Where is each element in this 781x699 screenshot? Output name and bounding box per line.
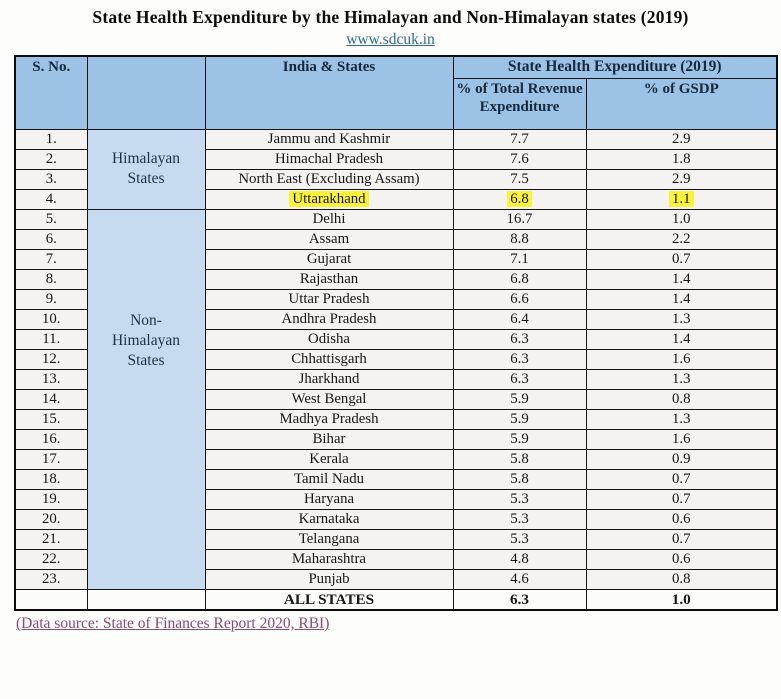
- gsdp-cell: 2.9: [586, 169, 777, 189]
- row-sno: 12.: [15, 349, 87, 369]
- gsdp-cell: 1.4: [586, 289, 777, 309]
- row-sno: 5.: [15, 209, 87, 229]
- state-cell: [205, 189, 453, 209]
- highlighted-revenue: 6.8: [507, 191, 532, 207]
- header-revenue: % of Total Revenue Expenditure: [453, 78, 586, 129]
- state-cell: Delhi: [205, 209, 453, 229]
- gsdp-cell: 1.0: [586, 209, 777, 229]
- revenue-cell: 5.8: [453, 469, 586, 489]
- state-cell: ALL STATES: [205, 589, 453, 610]
- table-row: [15, 209, 777, 229]
- data-source-line: [16, 615, 781, 633]
- gsdp-cell: [586, 189, 777, 209]
- row-sno: 20.: [15, 509, 87, 529]
- revenue-cell: 4.6: [453, 569, 586, 589]
- all-states-row: [15, 589, 777, 610]
- gsdp-cell: 2.2: [586, 229, 777, 249]
- data-source-link[interactable]: (Data source: State of Finances Report 2020, RBI): [16, 614, 330, 632]
- header-states: India & States: [205, 56, 453, 129]
- table-header: [15, 56, 777, 129]
- gsdp-cell: 1.0: [586, 589, 777, 610]
- state-cell: Chhattisgarh: [205, 349, 453, 369]
- row-sno: 2.: [15, 149, 87, 169]
- gsdp-cell: 1.8: [586, 149, 777, 169]
- state-cell: Telangana: [205, 529, 453, 549]
- state-cell: Tamil Nadu: [205, 469, 453, 489]
- row-sno: 1.: [15, 129, 87, 149]
- row-sno: 18.: [15, 469, 87, 489]
- row-sno: 19.: [15, 489, 87, 509]
- row-sno: 9.: [15, 289, 87, 309]
- highlighted-state: Uttarakhand: [289, 191, 368, 207]
- state-cell: Odisha: [205, 329, 453, 349]
- row-sno: 14.: [15, 389, 87, 409]
- gsdp-cell: 1.6: [586, 349, 777, 369]
- state-cell: Bihar: [205, 429, 453, 449]
- revenue-cell: 5.9: [453, 409, 586, 429]
- revenue-cell: 6.3: [453, 369, 586, 389]
- revenue-cell: 5.3: [453, 489, 586, 509]
- state-cell: Punjab: [205, 569, 453, 589]
- revenue-cell: 6.4: [453, 309, 586, 329]
- state-cell: North East (Excluding Assam): [205, 169, 453, 189]
- header-gsdp: % of GSDP: [586, 78, 777, 129]
- state-cell: Jharkhand: [205, 369, 453, 389]
- gsdp-cell: 0.7: [586, 469, 777, 489]
- row-sno: 10.: [15, 309, 87, 329]
- revenue-cell: 16.7: [453, 209, 586, 229]
- revenue-cell: 6.6: [453, 289, 586, 309]
- revenue-cell: 5.9: [453, 429, 586, 449]
- state-cell: West Bengal: [205, 389, 453, 409]
- health-expenditure-table: [14, 55, 778, 611]
- revenue-cell: 6.8: [453, 269, 586, 289]
- state-cell: Gujarat: [205, 249, 453, 269]
- row-sno: 3.: [15, 169, 87, 189]
- revenue-cell: 7.7: [453, 129, 586, 149]
- row-sno: 6.: [15, 229, 87, 249]
- row-sno: 21.: [15, 529, 87, 549]
- revenue-cell: 6.3: [453, 329, 586, 349]
- state-cell: Haryana: [205, 489, 453, 509]
- row-sno: 17.: [15, 449, 87, 469]
- group-blank: [87, 589, 205, 610]
- revenue-cell: 5.3: [453, 509, 586, 529]
- state-cell: Andhra Pradesh: [205, 309, 453, 329]
- page-title: State Health Expenditure by the Himalayan and Non-Himalayan states (2019): [92, 7, 689, 27]
- revenue-cell: 6.3: [453, 589, 586, 610]
- gsdp-cell: 1.3: [586, 309, 777, 329]
- row-sno: 15.: [15, 409, 87, 429]
- gsdp-cell: 1.3: [586, 369, 777, 389]
- state-cell: Kerala: [205, 449, 453, 469]
- gsdp-cell: 1.3: [586, 409, 777, 429]
- row-sno: 22.: [15, 549, 87, 569]
- row-sno: 4.: [15, 189, 87, 209]
- website-link[interactable]: www.sdcuk.in: [346, 31, 435, 48]
- revenue-cell: 7.1: [453, 249, 586, 269]
- revenue-cell: 5.9: [453, 389, 586, 409]
- table-row: [15, 129, 777, 149]
- gsdp-cell: 2.9: [586, 129, 777, 149]
- gsdp-cell: 1.6: [586, 429, 777, 449]
- revenue-cell: 6.3: [453, 349, 586, 369]
- state-cell: Jammu and Kashmir: [205, 129, 453, 149]
- row-sno: 8.: [15, 269, 87, 289]
- gsdp-cell: 0.6: [586, 549, 777, 569]
- row-sno: 13.: [15, 369, 87, 389]
- table-body: [15, 129, 777, 610]
- revenue-cell: 4.8: [453, 549, 586, 569]
- revenue-cell: 7.5: [453, 169, 586, 189]
- group-himalayan: Himalayan States: [87, 129, 205, 209]
- gsdp-cell: 1.4: [586, 269, 777, 289]
- gsdp-cell: 0.7: [586, 529, 777, 549]
- state-cell: Himachal Pradesh: [205, 149, 453, 169]
- state-cell: Uttar Pradesh: [205, 289, 453, 309]
- gsdp-cell: 0.8: [586, 389, 777, 409]
- title-block: [0, 0, 781, 49]
- state-cell: Maharashtra: [205, 549, 453, 569]
- header-sno: S. No.: [15, 56, 87, 129]
- row-sno: 7.: [15, 249, 87, 269]
- row-sno: 11.: [15, 329, 87, 349]
- revenue-cell: [453, 189, 586, 209]
- gsdp-cell: 0.9: [586, 449, 777, 469]
- state-cell: Madhya Pradesh: [205, 409, 453, 429]
- gsdp-cell: 1.4: [586, 329, 777, 349]
- state-cell: Karnataka: [205, 509, 453, 529]
- revenue-cell: 5.3: [453, 529, 586, 549]
- gsdp-cell: 0.8: [586, 569, 777, 589]
- state-cell: Rajasthan: [205, 269, 453, 289]
- group-non-himalayan: Non-Himalayan States: [87, 209, 205, 589]
- header-she: State Health Expenditure (2019): [453, 56, 777, 78]
- revenue-cell: 7.6: [453, 149, 586, 169]
- revenue-cell: 5.8: [453, 449, 586, 469]
- highlighted-gsdp: 1.1: [669, 191, 694, 207]
- row-sno-blank: [15, 589, 87, 610]
- gsdp-cell: 0.7: [586, 249, 777, 269]
- state-cell: Assam: [205, 229, 453, 249]
- gsdp-cell: 0.6: [586, 509, 777, 529]
- row-sno: 16.: [15, 429, 87, 449]
- gsdp-cell: 0.7: [586, 489, 777, 509]
- row-sno: 23.: [15, 569, 87, 589]
- header-group-blank: [87, 56, 205, 129]
- revenue-cell: 8.8: [453, 229, 586, 249]
